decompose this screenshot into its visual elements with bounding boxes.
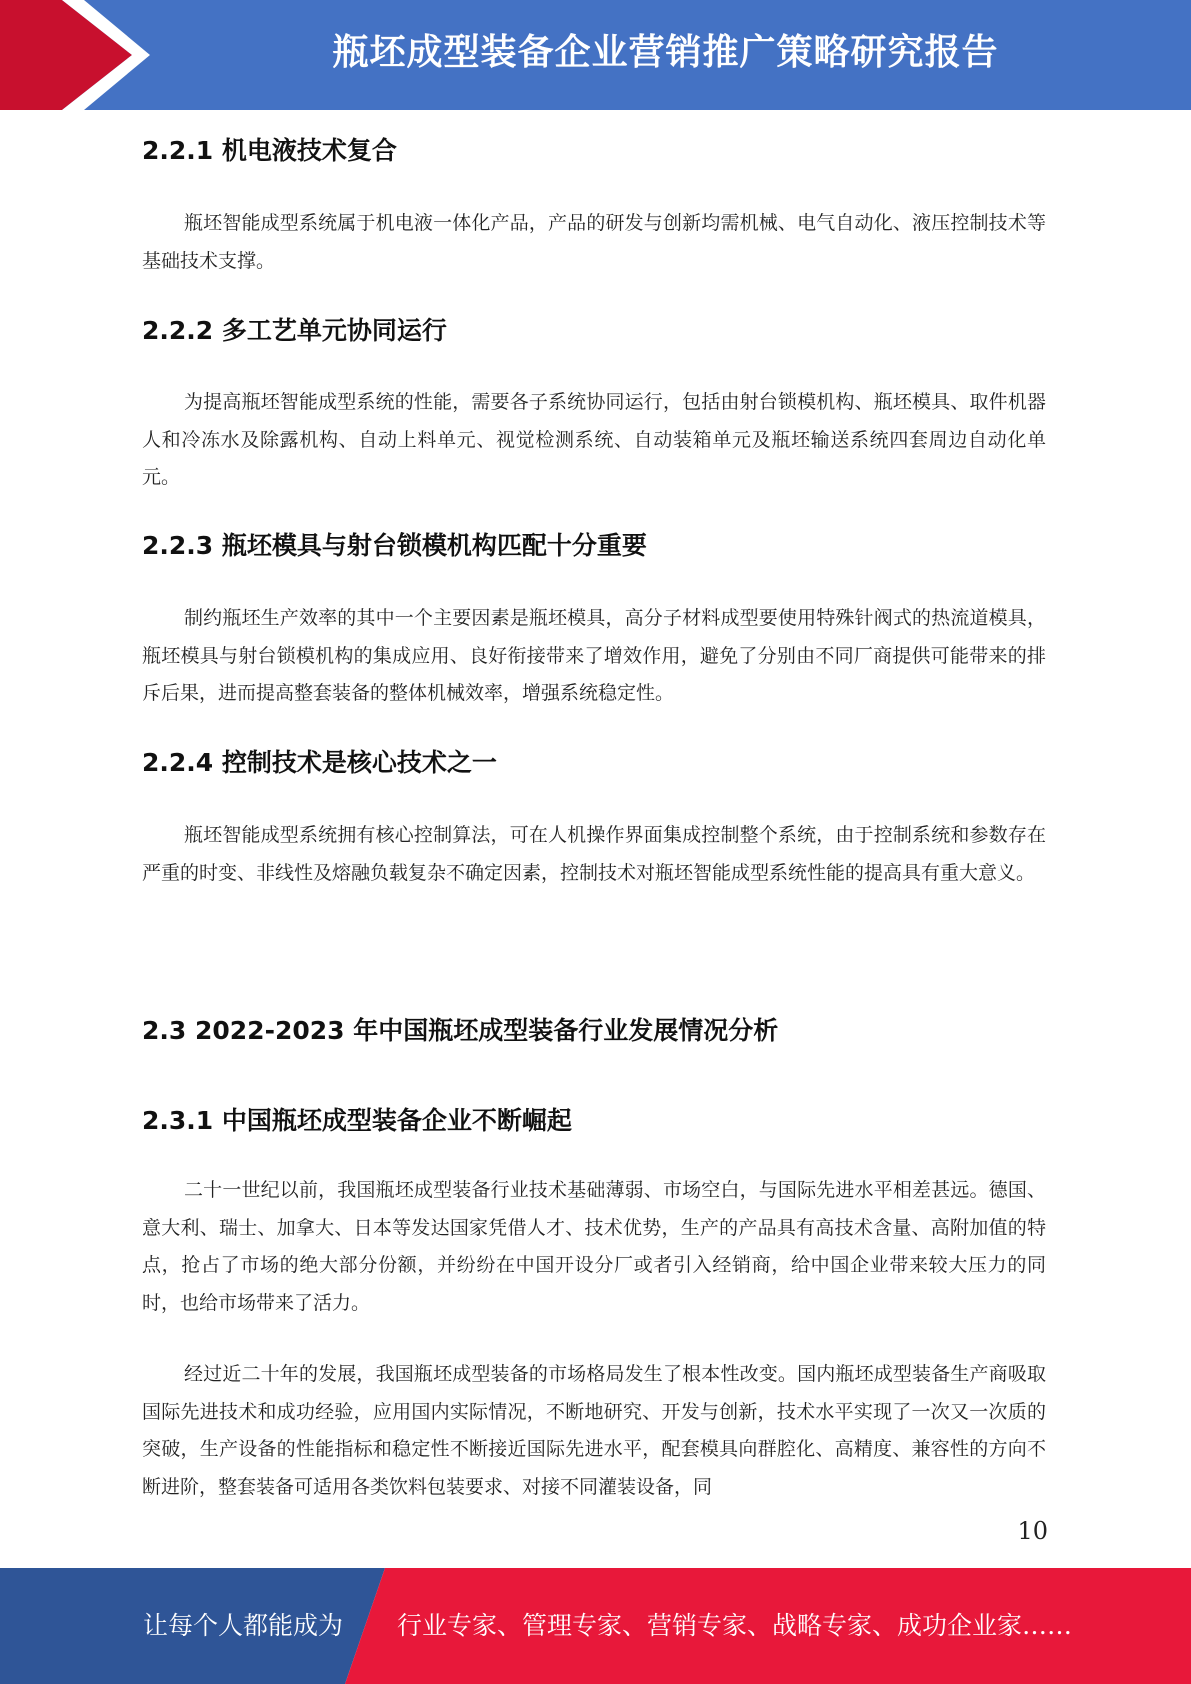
paragraph-2-2-2: 为提高瓶坯智能成型系统的性能，需要各子系统协同运行，包括由射台锁模机构、瓶坯模具、取件机器人和冷冻水及除露机构、自动上料单元、视觉检测系统、自动装箱单元及瓶坯输送系统四套周边自动化单元。	[142, 391, 1046, 488]
page-number: 10	[1017, 1517, 1048, 1545]
heading-2-3-1: 2.3.1 中国瓶坯成型装备企业不断崛起	[142, 1106, 572, 1135]
heading-2-2-3: 2.2.3 瓶坯模具与射台锁模机构匹配十分重要	[142, 531, 647, 560]
heading-2-3: 2.3 2022-2023 年中国瓶坯成型装备行业发展情况分析	[142, 1016, 779, 1045]
paragraph-2-2-1: 瓶坯智能成型系统属于机电液一体化产品，产品的研发与创新均需机械、电气自动化、液压控制技术等基础技术支撑。	[142, 212, 1046, 272]
footer-slogan-left: 让每个人都能成为	[143, 1611, 344, 1640]
header-arrow-decoration	[0, 0, 160, 110]
heading-2-2-2: 2.2.2 多工艺单元协同运行	[142, 316, 447, 345]
paragraph-2-3-1-a: 二十一世纪以前，我国瓶坯成型装备行业技术基础薄弱、市场空白，与国际先进水平相差甚远。德国、意大利、瑞士、加拿大、日本等发达国家凭借人才、技术优势，生产的产品具有高技术含量、高附加值的特点，抢占了市场的绝大部分份额，并纷纷在中国开设分厂或者引入经销商，给中国企业带来较大压力的同时，也给市场带来了活力。	[142, 1179, 1046, 1314]
report-title: 瓶坯成型装备企业营销推广策略研究报告	[332, 32, 999, 73]
paragraph-2-3-1-b: 经过近二十年的发展，我国瓶坯成型装备的市场格局发生了根本性改变。国内瓶坯成型装备生产商吸取国际先进技术和成功经验，应用国内实际情况，不断地研究、开发与创新，技术水平实现了一次又一次质的突破，生产设备的性能指标和稳定性不断接近国际先进水平，配套模具向群腔化、高精度、兼容性的方向不断进阶，整套装备可适用各类饮料包装要求、对接不同灌装设备，同	[142, 1363, 1046, 1498]
heading-2-2-4: 2.2.4 控制技术是核心技术之一	[142, 748, 497, 777]
paragraph-2-2-3: 制约瓶坯生产效率的其中一个主要因素是瓶坯模具，高分子材料成型要使用特殊针阀式的热流道模具，瓶坯模具与射台锁模机构的集成应用、良好衔接带来了增效作用，避免了分别由不同厂商提供可能带来的排斥后果，进而提高整套装备的整体机械效率，增强系统稳定性。	[142, 607, 1046, 704]
page-footer	[0, 1568, 1191, 1684]
heading-2-2-1: 2.2.1 机电液技术复合	[142, 136, 397, 165]
paragraph-2-2-4: 瓶坯智能成型系统拥有核心控制算法，可在人机操作界面集成控制整个系统，由于控制系统和参数存在严重的时变、非线性及熔融负载复杂不确定因素，控制技术对瓶坯智能成型系统性能的提高具有重大意义。	[142, 824, 1046, 884]
page-header	[0, 0, 1191, 110]
footer-slogan-right: 行业专家、管理专家、营销专家、战略专家、成功企业家……	[397, 1611, 1073, 1640]
